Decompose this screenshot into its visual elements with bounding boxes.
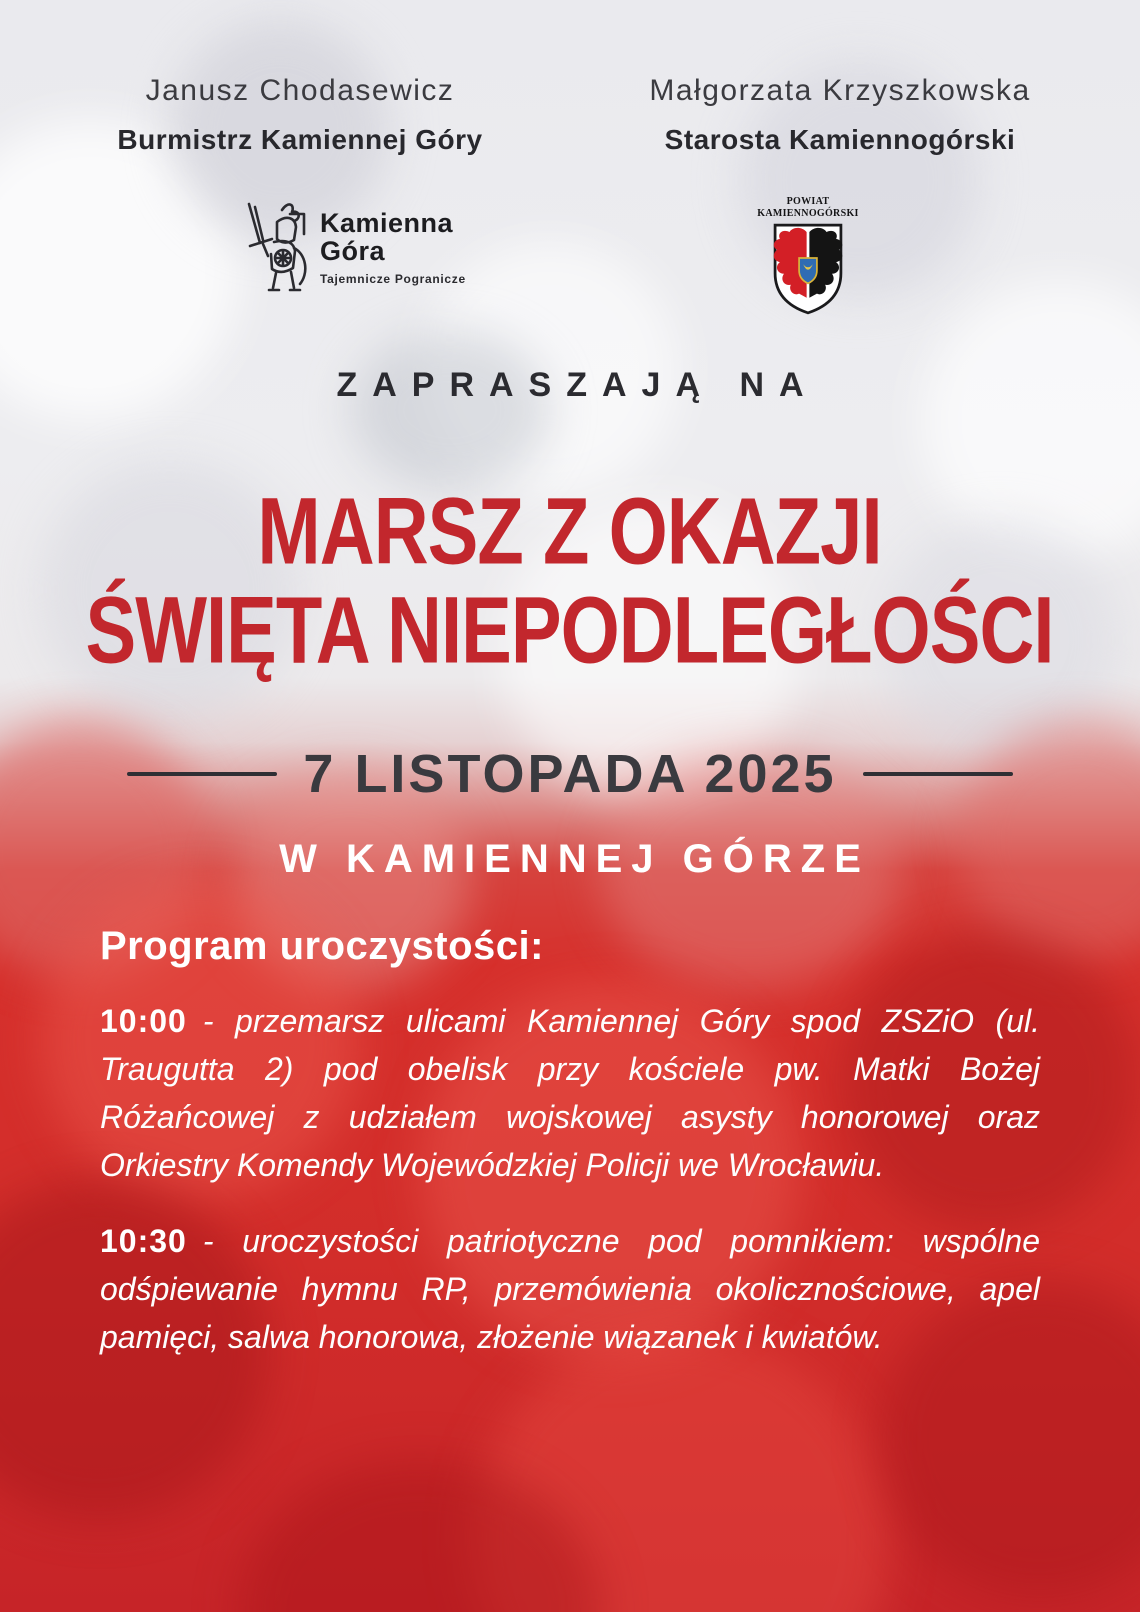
logos-row: [0, 194, 1140, 310]
city-logo-text: [320, 207, 466, 287]
program-time: 10:00: [100, 1003, 187, 1039]
date-rule-right: [863, 772, 1013, 776]
organizer-mayor: [30, 74, 570, 156]
city-name-line2: Góra: [320, 235, 386, 266]
program-item-1000: [100, 997, 1040, 1189]
organizers-row: [30, 74, 1110, 156]
county-caption-line1: POWIAT: [786, 196, 830, 207]
city-logo-tagline: Tajemnicze Pogranicze: [320, 272, 466, 287]
county-caption-line2: KAMIENNOGÓRSKI: [757, 207, 859, 219]
organizer-title: Burmistrz Kamiennej Góry: [117, 124, 483, 155]
program-section: [0, 924, 1140, 1361]
city-name-line1: Kamienna: [320, 207, 454, 238]
organizer-name: Janusz Chodasewicz: [145, 74, 455, 107]
program-text: - przemarsz ulicami Kamiennej Góry spod ZSZiO (ul. Traugutta 2) pod obelisk przy kościele pw. Matki Bożej Różańcowej z udziałem wojskowej asysty honorowej oraz Orkiestry Komendy Wojewódzkiej Policji we Wrocławiu.: [100, 1003, 1040, 1183]
event-title-line2: ŚWIĘTA NIEPODLEGŁOŚCI: [85, 577, 1055, 683]
program-item-1030: [100, 1217, 1040, 1361]
event-title: [85, 478, 1055, 683]
powiat-kamiennogorski-crest: [756, 196, 860, 322]
kamienna-gora-logo: [228, 198, 466, 298]
eagle-crest-icon: [762, 221, 854, 317]
event-location: W KAMIENNEJ GÓRZE: [279, 837, 870, 881]
program-text: - uroczystości patriotyczne pod pomnikiem: wspólne odśpiewanie hymnu RP, przemówienia okolicznościowe, apel pamięci, salwa honorowa, złożenie wiązanek i kwiatów.: [100, 1223, 1040, 1355]
knight-icon: [228, 198, 308, 298]
city-logo-name: [320, 207, 466, 266]
county-caption: [756, 196, 860, 219]
program-time: 10:30: [100, 1223, 187, 1259]
program-heading: Program uroczystości:: [100, 924, 544, 968]
date-rule-left: [127, 772, 277, 776]
organizer-starost: [570, 74, 1110, 156]
event-title-line1: MARSZ Z OKAZJI: [257, 478, 883, 584]
date-row: [127, 743, 1012, 805]
invite-line: ZAPRASZAJĄ NA: [336, 366, 819, 404]
organizer-title: Starosta Kamiennogórski: [664, 124, 1016, 155]
event-date: 7 LISTOPADA 2025: [303, 744, 837, 804]
organizer-name: Małgorzata Krzyszkowska: [649, 74, 1031, 107]
